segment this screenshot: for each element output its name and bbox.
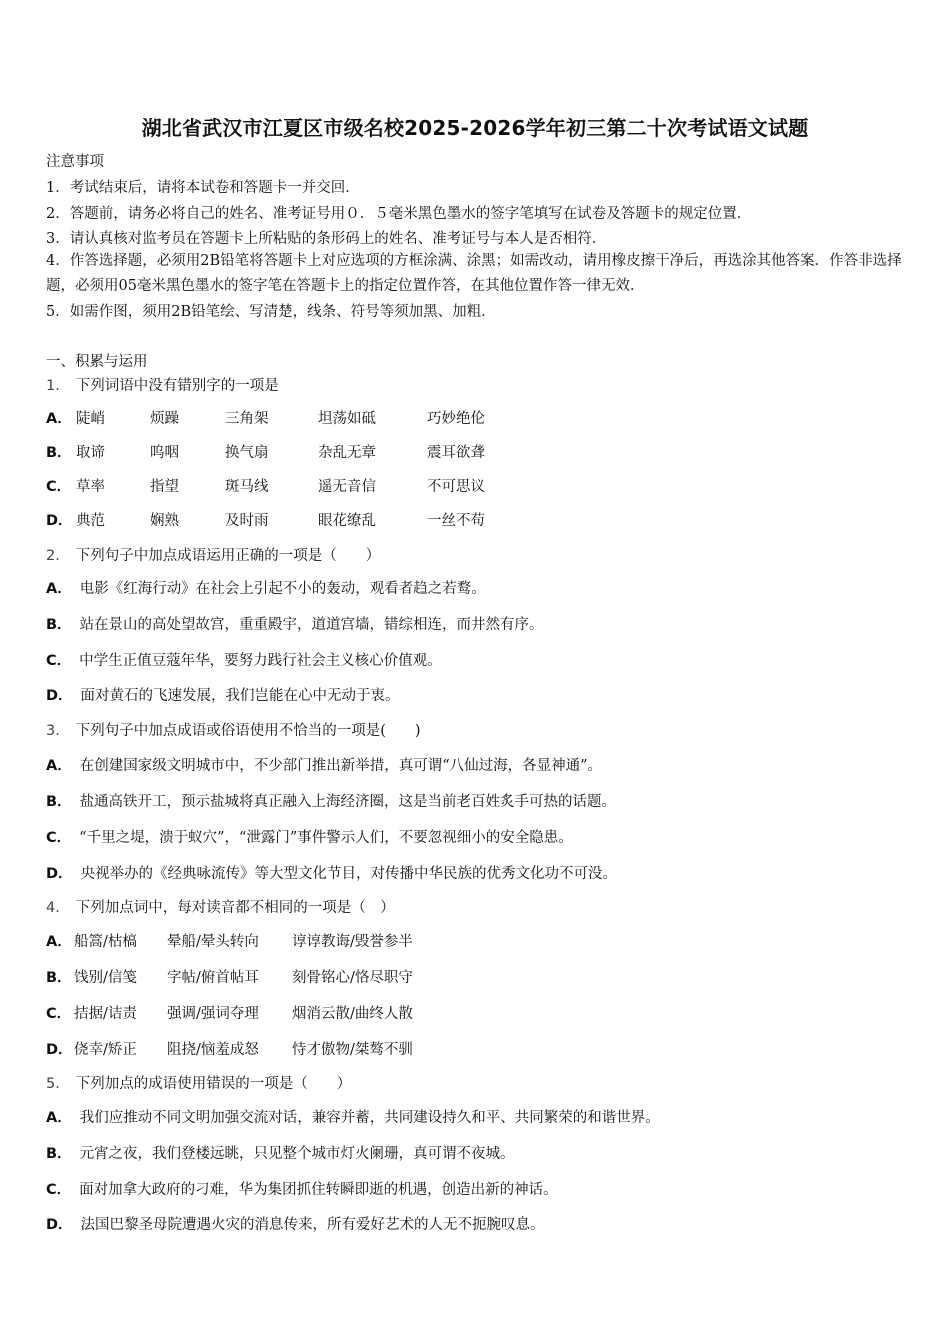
option-word: 换气扇 — [225, 445, 269, 461]
q2-option-a — [46, 578, 486, 600]
option-text: 面对黄石的飞速发展，我们岂能在心中无动于衷。 — [80, 688, 400, 704]
q2-option-b — [46, 614, 544, 636]
option-word: 呜咽 — [150, 445, 179, 461]
option-label: A． — [46, 411, 72, 427]
option-label: C． — [46, 479, 72, 495]
q5-option-a — [46, 1107, 660, 1129]
option-label: B． — [46, 970, 72, 986]
q3-option-b — [46, 791, 616, 813]
option-label: D． — [46, 1217, 73, 1233]
option-label: A． — [46, 581, 72, 597]
option-text: 站在景山的高处望故宫，重重殿宇，道道宫墙，错综相连，而井然有序。 — [79, 617, 544, 633]
question-number: 5． — [46, 1076, 70, 1092]
question-stem: 下列词语中没有错别字的一项是 — [75, 378, 279, 394]
q2-option-c — [46, 650, 442, 672]
option-word: 刻骨铭心/恪尽职守 — [292, 970, 413, 986]
notice-heading: 注意事项 — [46, 154, 104, 170]
q2-option-d — [46, 685, 400, 707]
option-label: A． — [46, 934, 72, 950]
option-word: 一丝不苟 — [427, 513, 485, 529]
option-word: 阻挠/恼羞成怒 — [167, 1042, 259, 1058]
q4-option-a — [46, 931, 413, 953]
page-title: 湖北省武汉市江夏区市级名校2025-2026学年初三第二十次考试语文试题 — [141, 116, 809, 140]
notice-item: 5．如需作图，须用2B铅笔绘、写清楚，线条、符号等须加黑、加粗． — [46, 304, 496, 320]
option-label: B． — [46, 794, 72, 810]
option-label: C． — [46, 1006, 72, 1022]
option-word: 娴熟 — [150, 513, 179, 529]
option-word: 斑马线 — [225, 479, 269, 495]
question-2 — [46, 546, 380, 566]
option-label: D． — [46, 866, 73, 882]
q1-option-b — [46, 442, 485, 464]
option-text: 央视举办的《经典咏流传》等大型文化节目，对传播中华民族的优秀文化功不可没。 — [80, 866, 618, 882]
option-label: C． — [46, 830, 72, 846]
question-4 — [46, 898, 395, 918]
q3-option-a — [46, 755, 602, 777]
option-word: 及时雨 — [225, 513, 269, 529]
option-word: 杂乱无章 — [318, 445, 376, 461]
question-5 — [46, 1074, 351, 1094]
q4-option-d — [46, 1039, 413, 1061]
option-word: 坦荡如砥 — [318, 411, 376, 427]
question-stem: 下列句子中加点成语运用正确的一项是（ ） — [75, 548, 381, 564]
option-label: D． — [46, 688, 73, 704]
question-number: 2． — [46, 548, 70, 564]
option-word: 典范 — [76, 513, 105, 529]
option-word: 指望 — [150, 479, 179, 495]
option-text: 盐通高铁开工，预示盐城将真正融入上海经济圈，这是当前老百姓炙手可热的话题。 — [79, 794, 617, 810]
option-word: 恃才傲物/桀骜不驯 — [292, 1042, 413, 1058]
option-word: 饯别/信笺 — [74, 970, 137, 986]
question-3 — [46, 721, 421, 741]
option-word: 晕船/晕头转向 — [167, 934, 259, 950]
option-word: 字帖/俯首帖耳 — [167, 970, 259, 986]
option-text: 面对加拿大政府的刁难，华为集团抓住转瞬即逝的机遇，创造出新的神话。 — [79, 1182, 558, 1198]
option-word: 拮据/诘责 — [74, 1006, 137, 1022]
question-number: 1． — [46, 378, 70, 394]
option-word: 草率 — [76, 479, 105, 495]
option-label: B． — [46, 617, 72, 633]
option-word: 三角架 — [225, 411, 269, 427]
question-stem: 下列加点的成语使用错误的一项是（ ） — [75, 1076, 352, 1092]
option-label: B． — [46, 445, 72, 461]
option-text: 我们应推动不同文明加强交流对话，兼容并蓄，共同建设持久和平、共同繁荣的和谐世界。 — [79, 1110, 660, 1126]
notice-item: 4．作答选择题，必须用2B铅笔将答题卡上对应选项的方框涂满、涂黑；如需改动，请用橡皮擦干净后，再选涂其他答案．作答非选择题，必须用05毫米黑色墨水的签字笔在答题卡上的指定位置作答，在其他位置作答一律无效． — [46, 253, 902, 294]
option-word: 侥幸/矫正 — [74, 1042, 137, 1058]
option-word: 不可思议 — [427, 479, 485, 495]
option-word: 取谛 — [76, 445, 105, 461]
option-label: D． — [46, 513, 73, 529]
option-text: 电影《红海行动》在社会上引起不小的轰动，观看者趋之若鹜。 — [79, 581, 486, 597]
option-label: A． — [46, 1110, 72, 1126]
option-text: “千里之堤，溃于蚁穴”，“泄露门”事件警示人们，不要忽视细小的安全隐患。 — [79, 830, 573, 846]
question-stem: 下列句子中加点成语或俗语使用不恰当的一项是( ) — [75, 723, 421, 739]
question-number: 4． — [46, 900, 70, 916]
q1-option-c — [46, 476, 485, 498]
option-word: 巧妙绝伦 — [427, 411, 485, 427]
notice-item: 3．请认真核对监考员在答题卡上所粘贴的条形码上的姓名、准考证号与本人是否相符． — [46, 231, 607, 247]
option-text: 在创建国家级文明城市中，不少部门推出新举措，真可谓“八仙过海，各显神通”。 — [79, 758, 603, 774]
q3-option-c — [46, 827, 573, 849]
option-word: 强调/强词夺理 — [167, 1006, 259, 1022]
notice-item: 2．答题前，请务必将自己的姓名、准考证号用０．５毫米黑色墨水的签字笔填写在试卷及答题卡的规定位置． — [46, 206, 752, 222]
option-text: 元宵之夜，我们登楼远眺，只见整个城市灯火阑珊，真可谓不夜城。 — [79, 1146, 515, 1162]
q5-option-c — [46, 1179, 558, 1201]
option-word: 谆谆教诲/毁誉参半 — [292, 934, 413, 950]
notice-item: 1．考试结束后，请将本试卷和答题卡一并交回． — [46, 180, 360, 196]
q1-option-d — [46, 510, 485, 532]
option-word: 陡峭 — [76, 411, 105, 427]
option-label: B． — [46, 1146, 72, 1162]
option-label: D． — [46, 1042, 73, 1058]
section-heading: 一、积累与运用 — [46, 354, 148, 370]
option-label: C． — [46, 1182, 72, 1198]
option-label: C． — [46, 653, 72, 669]
option-word: 眼花缭乱 — [318, 513, 376, 529]
option-word: 烦躁 — [150, 411, 179, 427]
option-text: 中学生正值豆蔻年华，要努力践行社会主义核心价值观。 — [79, 653, 442, 669]
q3-option-d — [46, 863, 617, 885]
q1-option-a — [46, 408, 485, 430]
option-word: 震耳欲聋 — [427, 445, 485, 461]
q4-option-c — [46, 1003, 413, 1025]
option-word: 遥无音信 — [318, 479, 376, 495]
question-1 — [46, 376, 279, 396]
q5-option-b — [46, 1143, 515, 1165]
option-word: 烟消云散/曲终人散 — [292, 1006, 413, 1022]
q4-option-b — [46, 967, 413, 989]
q5-option-d — [46, 1214, 545, 1236]
option-text: 法国巴黎圣母院遭遇火灾的消息传来，所有爱好艺术的人无不扼腕叹息。 — [80, 1217, 545, 1233]
question-number: 3． — [46, 723, 70, 739]
option-word: 船篙/枯槁 — [74, 934, 137, 950]
option-label: A． — [46, 758, 72, 774]
question-stem: 下列加点词中，每对读音都不相同的一项是（ ） — [75, 900, 395, 916]
